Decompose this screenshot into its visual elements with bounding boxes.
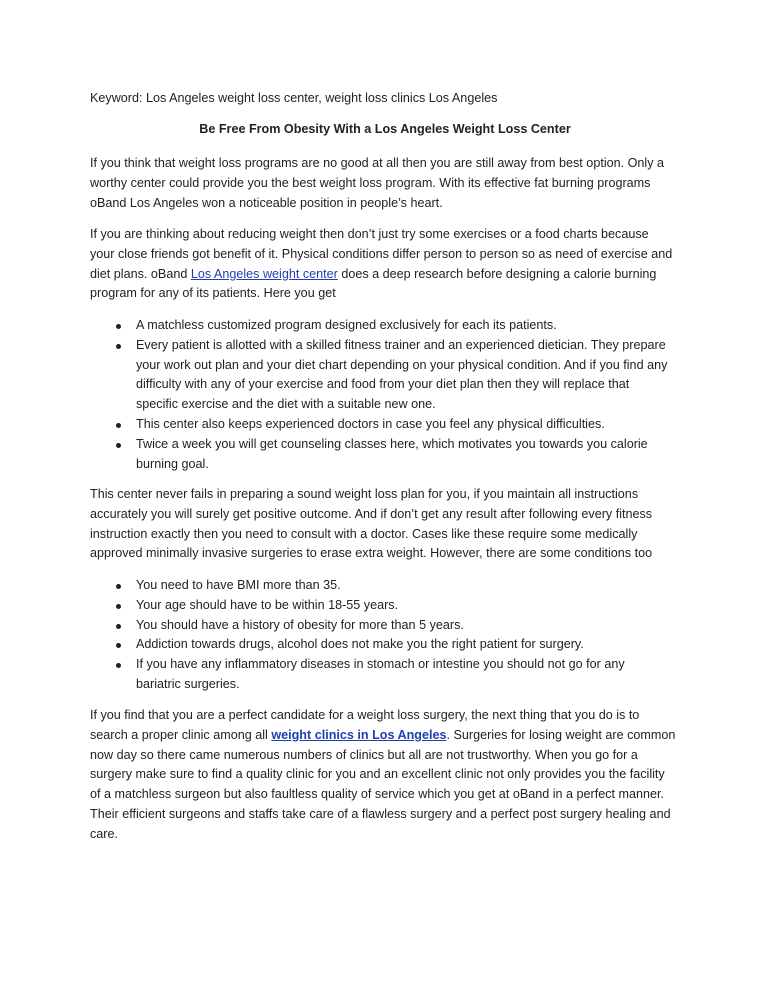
text-line bbox=[90, 726, 686, 746]
conditions-list bbox=[90, 576, 690, 695]
bullet-icon bbox=[116, 663, 121, 668]
bullet-icon bbox=[116, 643, 121, 648]
text-line: If you have any inflammatory diseases in stomach or intestine you should not go for any bbox=[136, 657, 625, 672]
paragraph-clinic-choice bbox=[90, 706, 686, 845]
text-line: approved minimally invasive surgeries to erase extra weight. However, there are some conditions too bbox=[90, 546, 653, 561]
text-line: instruction exactly then you need to consult with a doctor. Cases like these require some medically bbox=[90, 526, 638, 541]
text-line: program for any of its patients. Here you get bbox=[90, 286, 336, 301]
bullet-icon bbox=[116, 604, 121, 609]
bullet-icon bbox=[116, 443, 121, 448]
text-line: Every patient is allotted with a skilled fitness trainer and an experienced dietician. They prepare bbox=[136, 337, 666, 352]
text-line: This center also keeps experienced doctors in case you feel any physical difficulties. bbox=[136, 416, 605, 431]
list-item bbox=[90, 616, 690, 636]
text-line: worthy center could provide you the best weight loss program. With its effective fat burning programs bbox=[90, 175, 651, 190]
text-line: Addiction towards drugs, alcohol does not make you the right patient for surgery. bbox=[136, 637, 584, 652]
text-line: If you find that you are a perfect candidate for a weight loss surgery, the next thing that you do is to bbox=[90, 708, 640, 722]
text-line: bariatric surgeries. bbox=[136, 676, 240, 691]
list-item bbox=[90, 596, 690, 616]
list-item bbox=[90, 576, 690, 596]
paragraph-reducing-weight bbox=[90, 225, 686, 304]
text-line: care. bbox=[90, 826, 118, 841]
text-line: your close friends got benefit of it. Physical conditions differ person to person so as need of exercise and bbox=[90, 246, 673, 261]
bullet-icon bbox=[116, 584, 121, 589]
bullet-icon bbox=[116, 624, 121, 629]
bullet-icon bbox=[116, 344, 121, 349]
text-line: burning goal. bbox=[136, 456, 209, 471]
text-line: You need to have BMI more than 35. bbox=[136, 578, 341, 592]
text-line: oBand Los Angeles won a noticeable position in people’s heart. bbox=[90, 195, 443, 210]
text-line: your work out plan and your diet chart depending on your physical condition. And if you find any bbox=[136, 357, 668, 372]
text-line: If you think that weight loss programs are no good at all then you are still away from best option. Only a bbox=[90, 156, 665, 170]
paragraph-surgery-conditions bbox=[90, 485, 686, 564]
list-item bbox=[90, 415, 690, 435]
link-los-angeles-weight-center[interactable]: Los Angeles weight center bbox=[190, 266, 338, 281]
list-item bbox=[90, 336, 690, 415]
keyword-line: Keyword: Los Angeles weight loss center, weight loss clinics Los Angeles bbox=[90, 91, 498, 105]
bullet-icon bbox=[116, 324, 121, 329]
list-item bbox=[90, 435, 690, 475]
text-fragment: . Surgeries for losing weight are common bbox=[446, 727, 676, 742]
text-line: If you are thinking about reducing weight then don’t just try some exercises or a food charts because bbox=[90, 227, 649, 241]
document-title: Be Free From Obesity With a Los Angeles Weight Loss Center bbox=[199, 122, 571, 136]
list-item bbox=[90, 655, 690, 695]
text-line: difficulty with any of your exercise and food from your diet plan then they will replace that bbox=[136, 377, 630, 392]
text-line: Their efficient surgeons and staffs take care of a flawless surgery and a perfect post surgery healing and bbox=[90, 806, 671, 821]
text-line: Your age should have to be within 18-55 years. bbox=[136, 597, 399, 612]
benefits-list bbox=[90, 316, 690, 474]
link-weight-clinics-los-angeles[interactable]: weight clinics in Los Angeles bbox=[271, 727, 447, 742]
text-fragment: does a deep research before designing a calorie burning bbox=[337, 266, 657, 281]
list-item bbox=[90, 316, 690, 336]
text-line: This center never fails in preparing a sound weight loss plan for you, if you maintain all instructions bbox=[90, 487, 639, 501]
text-fragment: diet plans. oBand bbox=[90, 266, 191, 281]
text-line: Twice a week you will get counseling classes here, which motivates you towards you calorie bbox=[136, 436, 648, 451]
text-line: A matchless customized program designed exclusively for each its patients. bbox=[136, 318, 557, 332]
text-line: of a matchless surgeon but also faultless quality of service which you get at oBand in a perfect manner. bbox=[90, 787, 665, 802]
bullet-icon bbox=[116, 423, 121, 428]
text-line: surgery make sure to find a quality clinic for you and an excellent clinic not only provides you the facility bbox=[90, 767, 665, 782]
list-item bbox=[90, 635, 690, 655]
text-line: You should have a history of obesity for more than 5 years. bbox=[136, 617, 464, 632]
text-fragment: search a proper clinic among all bbox=[90, 727, 272, 742]
text-line: specific exercise and the diet with a suitable new one. bbox=[136, 397, 436, 412]
text-line: accurately you will surely get positive outcome. And if don’t get any result after following every fitness bbox=[90, 506, 653, 521]
paragraph-intro bbox=[90, 154, 686, 213]
text-line bbox=[90, 265, 686, 285]
text-line: now day so there came numerous numbers of clinics but all are not trustworthy. When you go for a bbox=[90, 747, 638, 762]
